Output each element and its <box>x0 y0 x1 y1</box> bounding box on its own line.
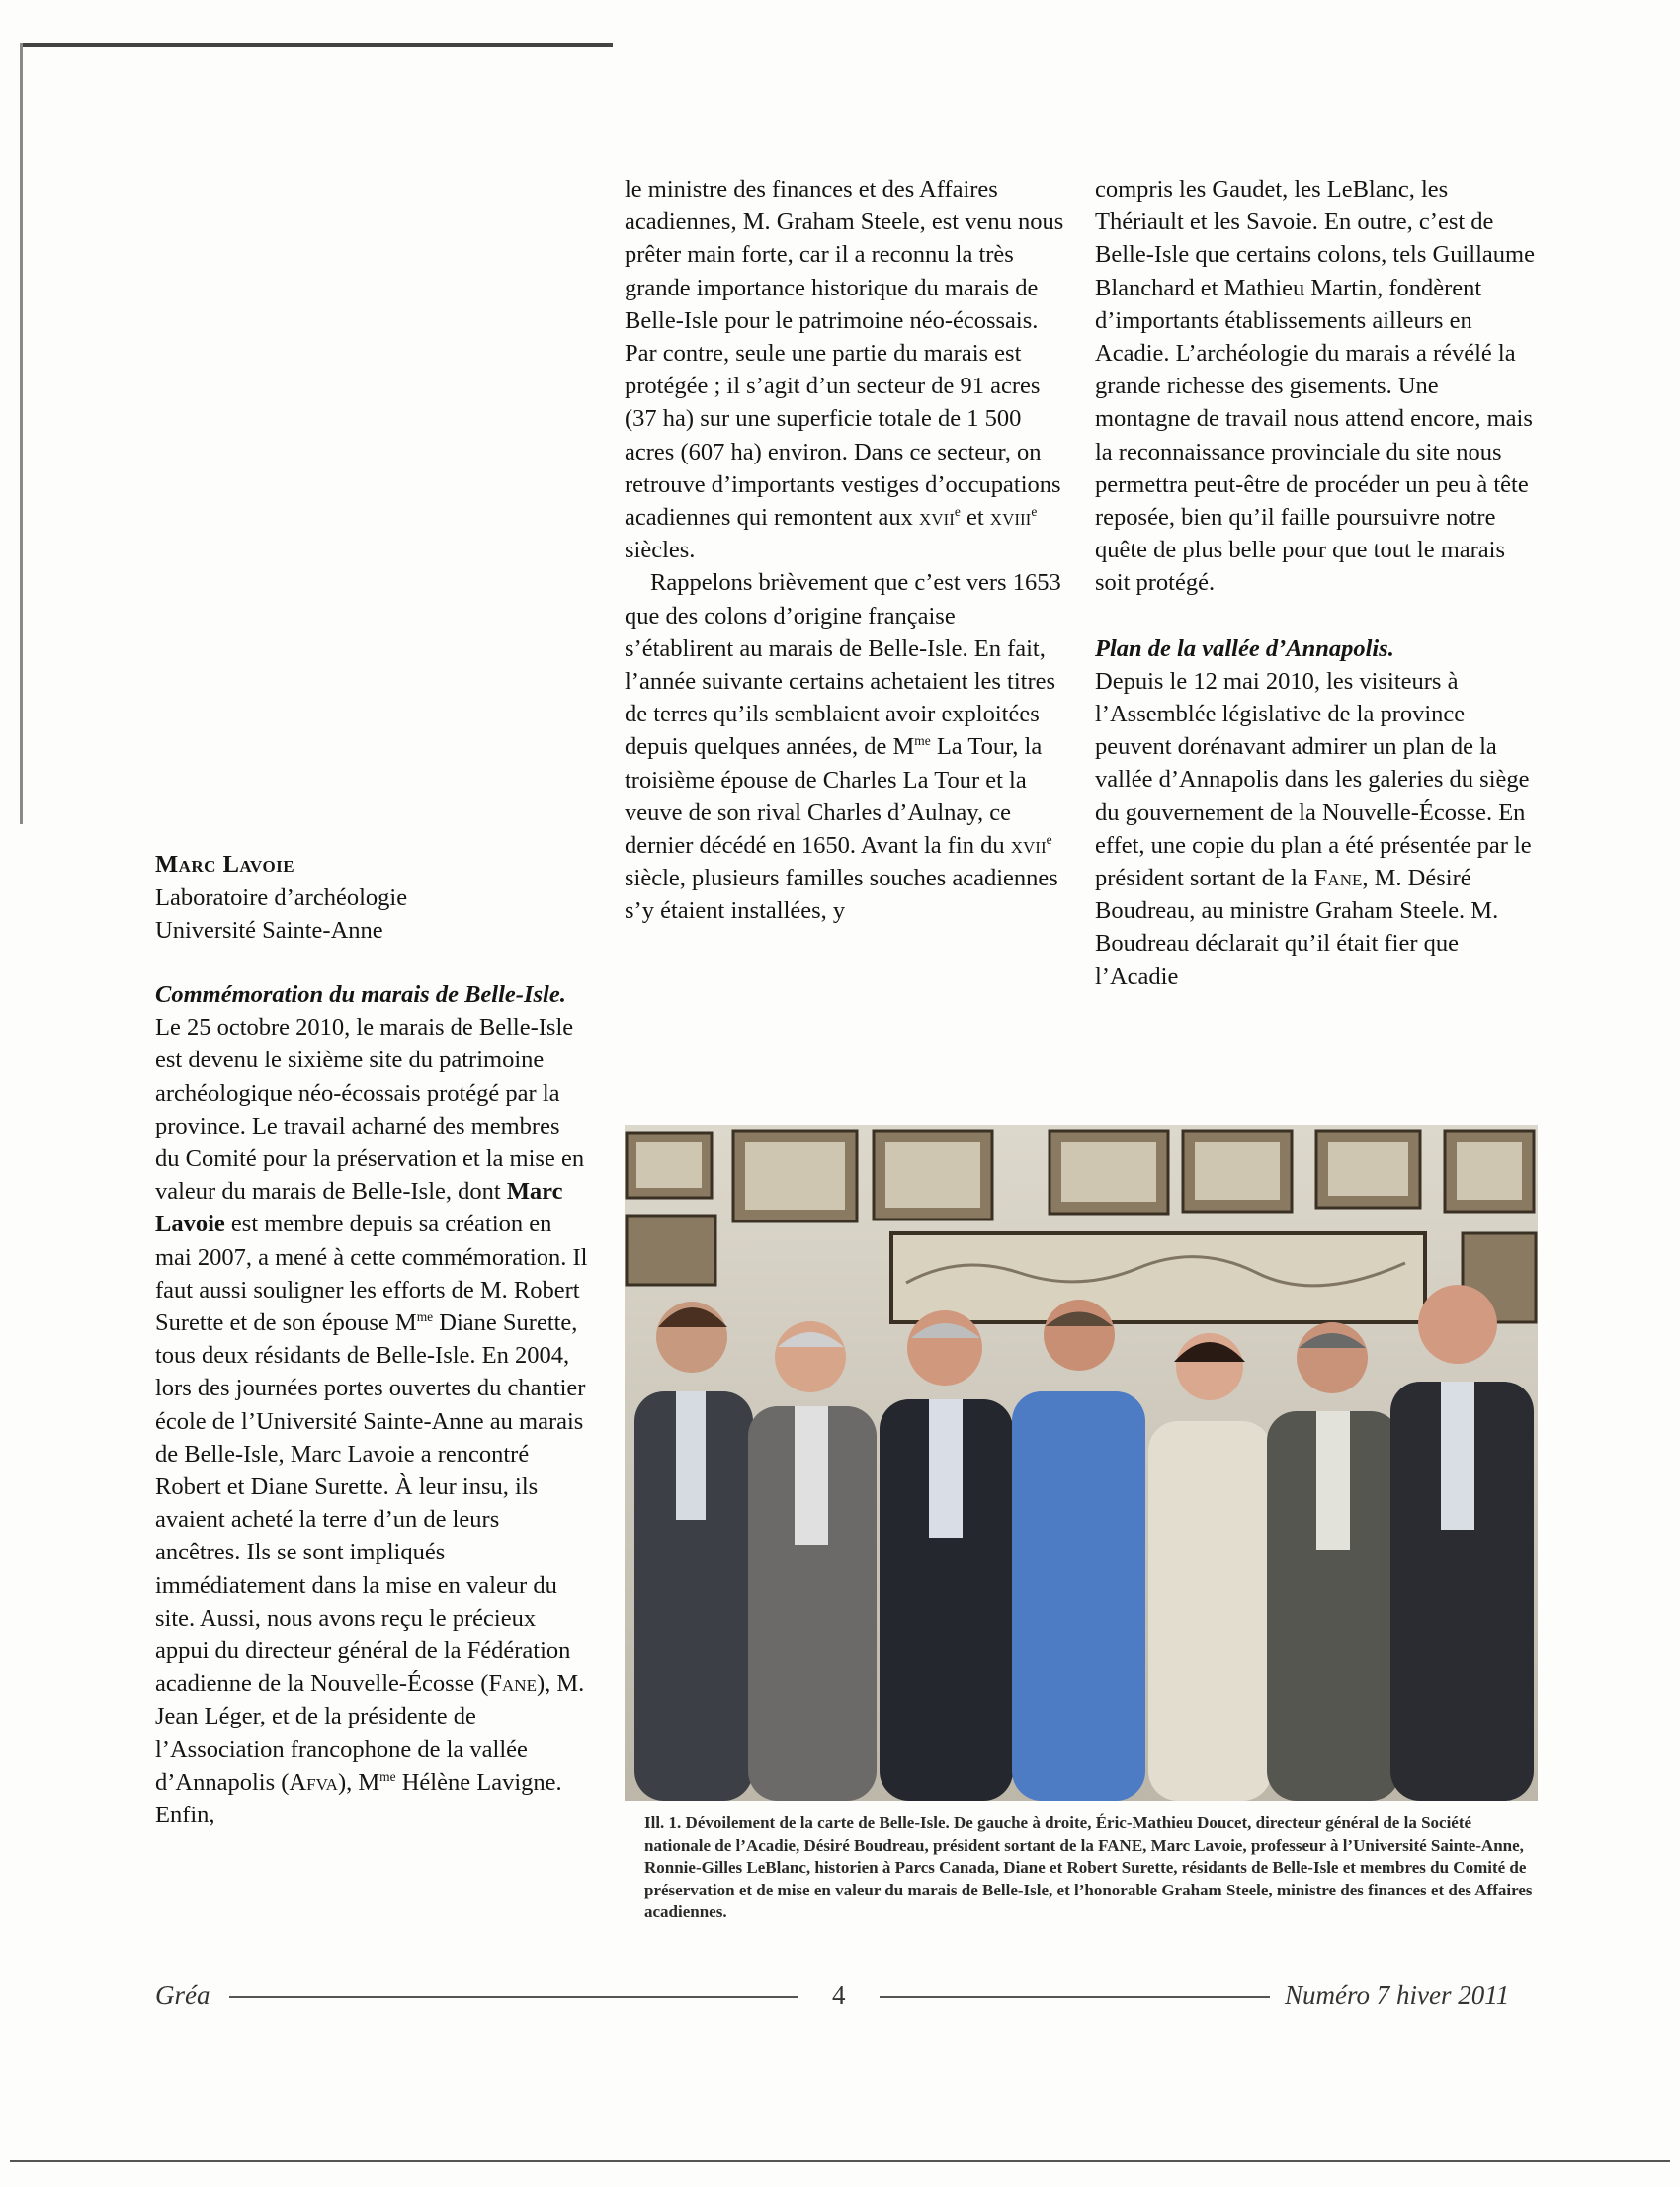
footer-rule-right <box>880 1996 1270 1998</box>
superscript: e <box>954 503 961 519</box>
paragraph-commemoration <box>155 978 590 1831</box>
superscript: e <box>1031 503 1038 519</box>
century-numeral: xvii <box>918 504 955 532</box>
footer-journal-name: Gréa <box>155 1980 210 2010</box>
text-run: ), M. Jean Léger, et de la présidente de l’Association francophone de la vallée d’Annapolis ( <box>155 1670 585 1796</box>
footer-issue: Numéro 7 hiver 2011 <box>1285 1980 1510 2010</box>
acronym-fane: Fane <box>1313 865 1363 892</box>
superscript: e <box>1046 831 1052 847</box>
top-rule <box>20 43 613 47</box>
text-run: Diane Surette, tous deux résidants de Belle-Isle. En 2004, lors des journées portes ouvertes du chantier école de l’Université Sainte-Anne au marais de Belle-Isle, Marc Lavoie a rencontré Robert et Diane Surette. À leur insu, ils avaient acheté la terre d’un de leurs ancêtres. Ils se sont impliqués immédiatement dans la mise en valeur du site. Aussi, nous avons reçu le précieux appui du directeur général de la Fédération acadienne de la Nouvelle-Écosse ( <box>155 1309 586 1698</box>
text-run: et <box>960 504 990 532</box>
text-run: est membre depuis sa création en mai 2007, a mené à cette commémoration. Il faut aussi souligner les efforts de M. Robert Surette et de son épouse M <box>155 1211 588 1337</box>
text-run: La Tour, la troisième épouse de Charles La Tour et la veuve de son rival Charles d’Aulnay, ce dernier décédé en 1650. Avant la fin du <box>625 733 1043 860</box>
superscript: me <box>379 1768 396 1784</box>
column-2 <box>625 173 1067 928</box>
superscript: me <box>914 733 931 749</box>
bottom-rule <box>10 2160 1670 2162</box>
paragraph-families: compris les Gaudet, les LeBlanc, les Thériault et les Savoie. En outre, c’est de Belle-Isle que certains colons, tels Guillaume Blanchard et Mathieu Martin, fondèrent d’importants établissements ailleurs en Acadie. L’archéologie du marais a révélé la grande richesse des gisements. Une montagne de travail nous attend encore, mais la reconnaissance provinciale du site nous permettra peut-être de procéder un peu à tête reposée, bien qu’il faille poursuivre notre quête de plus belle pour que tout le marais soit protégé. <box>1095 176 1535 597</box>
text-run: ), M <box>337 1768 380 1796</box>
superscript: me <box>416 1308 434 1324</box>
acronym-fane: Fane <box>488 1670 537 1698</box>
page-number: 4 <box>832 1980 846 2010</box>
author-mention: Marc Lavoie <box>155 1178 563 1238</box>
column-3 <box>1095 173 1538 993</box>
photo-illustration <box>625 1125 1538 1801</box>
author-lab: Laboratoire d’archéologie <box>155 883 408 911</box>
century-numeral: xvii <box>1010 832 1047 860</box>
paragraph-continuation <box>625 173 1067 566</box>
paragraph-history <box>625 566 1067 927</box>
paragraph-spacer <box>1095 600 1538 632</box>
text-run: Rappelons brièvement que c’est vers 1653 que des colons d’origine française s’établirent au marais de Belle-Isle. En fait, l’année suivante certains achetaient les titres de terres qu’ils semblaient avoir exploitées depuis quelques années, de M <box>625 569 1061 761</box>
paragraph-annapolis <box>1095 665 1538 993</box>
left-margin-rule <box>20 43 23 824</box>
text-run: Hélène Lavigne. Enfin, <box>155 1768 562 1829</box>
column-1 <box>155 978 590 1831</box>
century-numeral: xviii <box>989 504 1032 532</box>
group-photo <box>625 1125 1538 1801</box>
author-block <box>155 848 590 948</box>
section-title-annapolis: Plan de la vallée d’Annapolis. <box>1095 634 1394 662</box>
photo-caption: Ill. 1. Dévoilement de la carte de Belle-Isle. De gauche à droite, Éric-Mathieu Doucet, directeur général de la Société nationale de l’Acadie, Désiré Boudreau, président sortant de la FANE, Marc Lavoie, professeur à l’Université Sainte-Anne, Ronnie-Gilles LeBlanc, historien à Parcs Canada, Diane et Robert Surette, résidants de Belle-Isle et membres du Comité de préservation et de mise en valeur du marais de Belle-Isle, et l’honorable Graham Steele, ministre des finances et des Affaires acadiennes. <box>644 1813 1533 1921</box>
author-university: Université Sainte-Anne <box>155 917 383 944</box>
text-run: siècles. <box>625 537 696 564</box>
text-run: siècle, plusieurs familles souches acadiennes s’y étaient installées, y <box>625 865 1058 925</box>
author-name: Marc Lavoie <box>155 851 295 878</box>
text-run: Depuis le 12 mai 2010, les visiteurs à l’Assemblée législative de la province peuvent dorénavant admirer un plan de la vallée d’Annapolis dans les galeries du siège du gouvernement de la Nouvelle-Écosse. En effet, une copie du plan a été présentée par le président sortant de la <box>1095 667 1532 892</box>
footer-rule-left <box>229 1996 798 1998</box>
section-title-commemoration: Commémoration du marais de Belle-Isle. <box>155 981 566 1008</box>
text-run: , M. Désiré Boudreau, au ministre Graham Steele. M. Boudreau déclarait qu’il était fier que l’Acadie <box>1095 865 1499 990</box>
text-run: Le 25 octobre 2010, le marais de Belle-Isle est devenu le sixième site du patrimoine archéologique néo-écossais protégé par la province. Le travail acharné des membres du Comité pour la préservation et la mise en valeur du marais de Belle-Isle, dont <box>155 1014 585 1206</box>
text-run: le ministre des finances et des Affaires acadiennes, M. Graham Steele, est venu nous prêter main forte, car il a reconnu la très grande importance historique du marais de Belle-Isle pour le patrimoine néo-écossais. Par contre, seule une partie du marais est protégée ; il s’agit d’un secteur de 91 acres (37 ha) sur une superficie totale de 1 500 acres (607 ha) environ. Dans ce secteur, on retrouve d’importants vestiges d’occupations acadiennes qui remontent aux <box>625 176 1064 532</box>
acronym-afva: Afva <box>289 1768 338 1796</box>
